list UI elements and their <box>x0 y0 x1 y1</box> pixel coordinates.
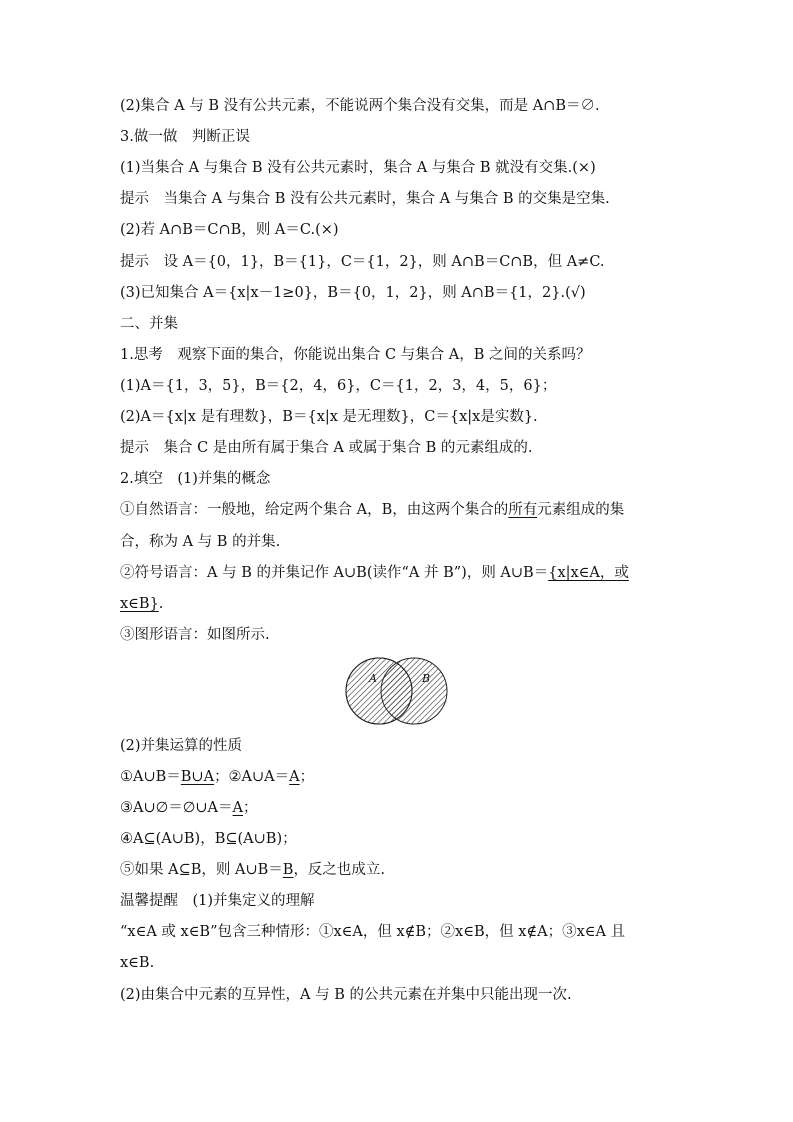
natural-language-line <box>120 499 680 521</box>
text-line: (2)A＝{x|x 是有理数}，B＝{x|x 是无理数}，C＝{x|x是实数}. <box>120 409 538 425</box>
underlined-answer: 所有 <box>508 502 538 518</box>
text-segment: ⑤如果 A⊆B，则 A∪B＝ <box>120 862 283 878</box>
underlined-answer: B <box>282 862 294 878</box>
underlined-answer: x∈B} <box>120 596 159 612</box>
text-line: (1)当集合 A 与集合 B 没有公共元素时，集合 A 与集合 B 就没有交集.(×) <box>120 160 596 176</box>
text-segment: ； <box>299 769 315 785</box>
property-line <box>120 766 680 788</box>
tip-line: “x∈A 或 x∈B”包含三种情形：①x∈A，但 x∉B；②x∈B，但 x∉A；③x∈A 且 <box>120 924 626 940</box>
text-segment: . <box>158 596 164 612</box>
symbol-language-line <box>120 562 680 584</box>
hint-line: 提示 集合 C 是由所有属于集合 A 或属于集合 B 的元素组成的. <box>120 440 533 456</box>
section-heading: 2.填空 (1)并集的概念 <box>120 471 271 487</box>
section-heading: 二、并集 <box>120 316 178 332</box>
text-line: (2)集合 A 与 B 没有公共元素，不能说两个集合没有交集，而是 A∩B＝∅. <box>120 98 600 114</box>
underlined-answer: {x|x∈A，或 <box>548 565 629 581</box>
text-segment: ；②A∪A＝ <box>214 769 290 785</box>
section-heading: (2)并集运算的性质 <box>120 738 243 754</box>
underlined-answer: A <box>289 769 300 785</box>
text-segment: ； <box>243 800 258 816</box>
text-line: 1.思考 观察下面的集合，你能说出集合 C 与集合 A，B 之间的关系吗？ <box>120 347 591 363</box>
tip-line: x∈B. <box>120 955 155 971</box>
set-b-label: B <box>422 672 431 685</box>
underlined-answer: B∪A <box>180 769 215 785</box>
text-segment: ，反之也成立. <box>293 862 386 878</box>
section-heading: 3.做一做 判断正误 <box>120 129 250 145</box>
text-segment: ③A∪∅＝∅∪A＝ <box>120 800 233 816</box>
hint-line: 提示 当集合 A 与集合 B 没有公共元素时，集合 A 与集合 B 的交集是空集. <box>120 191 610 207</box>
text-segment: ①自然语言：一般地，给定两个集合 A，B，由这两个集合的 <box>120 502 509 518</box>
hint-line: 提示 设 A＝{0，1}，B＝{1}，C＝{1，2}，则 A∩B＝C∩B，但 A≠C. <box>120 254 605 270</box>
text-segment: ①A∪B＝ <box>120 769 181 785</box>
text-line: ③图形语言：如图所示. <box>120 627 270 643</box>
text-line: (2)若 A∩B＝C∩B，则 A＝C.(×) <box>120 222 339 238</box>
underlined-answer: A <box>232 800 243 816</box>
text-segment: ②符号语言：A 与 B 的并集记作 A∪B(读作“A 并 B”)，则 A∪B＝ <box>120 565 549 581</box>
property-line <box>120 797 680 819</box>
symbol-language-line-2 <box>120 593 680 615</box>
text-line: 合，称为 A 与 B 的并集. <box>120 534 281 550</box>
property-line: ④A⊆(A∪B)，B⊆(A∪B)； <box>120 831 297 847</box>
venn-diagram <box>343 656 451 726</box>
property-line <box>120 859 680 881</box>
tip-heading: 温馨提醒 (1)并集定义的理解 <box>120 893 315 909</box>
set-a-label: A <box>369 672 377 685</box>
tip-line: (2)由集合中元素的互异性，A 与 B 的公共元素在并集中只能出现一次. <box>120 987 572 1003</box>
text-line: (1)A＝{1，3，5}，B＝{2，4，6}，C＝{1，2，3，4，5，6}； <box>120 378 557 394</box>
set-b-circle <box>381 658 447 724</box>
text-line: (3)已知集合 A＝{x|x－1≥0}，B＝{0，1，2}，则 A∩B＝{1，2}.(√) <box>120 285 586 301</box>
text-segment: 元素组成的集 <box>537 502 625 518</box>
